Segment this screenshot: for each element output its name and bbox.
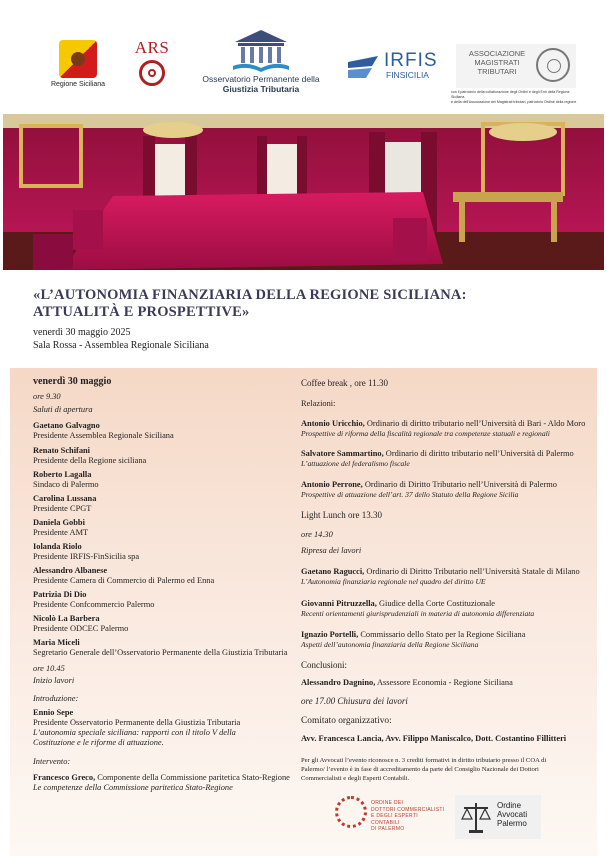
irfis-label: IRFIS — [384, 50, 438, 71]
time-start: ore 10.45 — [33, 664, 65, 673]
speaker-role: Presidente IRFIS-FinSicilia spa — [33, 552, 140, 561]
odcec-ring-icon — [335, 796, 367, 828]
amt-logo — [456, 44, 576, 88]
program-panel — [10, 368, 597, 856]
speaker-name: Iolanda Riolo — [33, 542, 82, 551]
report-topic: Aspetti dell’autonomia finanziaria della Regione Siciliana — [301, 640, 479, 649]
close-label: Chiusura dei lavori — [337, 696, 408, 706]
speaker-name: Carolina Lussana — [33, 494, 97, 503]
report-speaker — [301, 419, 585, 429]
report-speaker — [301, 567, 580, 577]
event-title — [33, 287, 573, 321]
speaker-name: Maria Miceli — [33, 638, 80, 647]
report-role: Ordinario di diritto tributario nell’Università di Palermo — [385, 449, 574, 458]
day-heading: venerdì 30 maggio — [33, 376, 112, 387]
conclusions-label: Conclusioni: — [301, 660, 348, 670]
speaker-role: Sindaco di Palermo — [33, 480, 99, 489]
report-topic: L’Autonomia finanziaria regionale nel quadro del diritto UE — [301, 577, 486, 586]
speaker-name: Daniela Gobbi — [33, 518, 85, 527]
intervention-topic: Le competenze della Commissione paritetica Stato-Regione — [33, 783, 233, 792]
trinacria-icon — [59, 40, 97, 78]
patronage-note — [451, 90, 581, 105]
event-title-line-1: «L’AUTONOMIA FINANZIARIA DELLA REGIONE SICILIANA: — [33, 287, 467, 303]
closing-line — [301, 696, 408, 706]
temple-book-icon — [229, 28, 293, 74]
intro-role: Presidente Osservatorio Permanente della Giustizia Tributaria — [33, 718, 241, 727]
report-name: Antonio Perrone, — [301, 480, 363, 489]
report-speaker — [301, 630, 525, 640]
opening-label: Saluti di apertura — [33, 405, 93, 414]
report-speaker — [301, 480, 557, 490]
event-venue: Sala Rossa - Assemblea Regionale Siciliana — [33, 340, 209, 351]
amt-seal-icon — [536, 48, 570, 82]
report-topic: Prospettive di attuazione dell’art. 37 dello Statuto della Regione Sicilia — [301, 490, 519, 499]
ars-logo — [132, 38, 172, 86]
irfis-logo — [346, 50, 438, 84]
report-role: Giudice della Corte Costituzionale — [378, 599, 495, 608]
speaker-role: Presidente AMT — [33, 528, 89, 537]
ordine-avvocati-label-2: Avvocati — [497, 810, 528, 819]
speaker-name: Alessandro Albanese — [33, 566, 108, 575]
start-label: Inizio lavori — [33, 676, 75, 685]
regione-siciliana-label: Regione Siciliana — [50, 81, 106, 88]
amt-label-2: MAGISTRATI — [474, 58, 520, 67]
speaker-role: Presidente CPGT — [33, 504, 92, 513]
report-topic: L’attuazione del federalismo fiscale — [301, 459, 410, 468]
speaker-role: Presidente della Regione siciliana — [33, 456, 147, 465]
osservatorio-label-1: Osservatorio Permanente della — [202, 74, 320, 84]
credits-2: Palermo/ l’evento è in fase di accreditamento da parte del Consiglio Nazionale dei Dottori — [301, 766, 539, 773]
speaker-name: Patrizia Di Dio — [33, 590, 87, 599]
scales-of-justice-icon — [459, 799, 493, 835]
intervention-role: Componente della Commissione paritetica Stato-Regione — [97, 773, 290, 782]
speaker-name: Gaetano Galvagno — [33, 421, 100, 430]
credits-3: Commercialisti e degli Esperti Contabili. — [301, 775, 410, 782]
amt-label-1: ASSOCIAZIONE — [468, 49, 526, 58]
speaker-role: Presidente ODCEC Palermo — [33, 624, 129, 633]
intervention-speaker — [33, 773, 290, 783]
committee-names: Avv. Francesca Lancia, Avv. Filippo Maniscalco, Dott. Costantino Fillitteri — [301, 734, 567, 743]
regione-siciliana-logo — [48, 40, 108, 88]
report-name: Giovanni Pitruzzella, — [301, 599, 377, 608]
report-role: Ordinario di Diritto Tributario nell’Università di Palermo — [364, 480, 557, 489]
odcec-label-4: DI PALERMO — [371, 826, 405, 832]
ordine-avvocati-label-1: Ordine — [497, 801, 522, 810]
report-role: Ordinario di diritto tributario nell’Università di Bari - Aldo Moro — [366, 419, 586, 428]
report-speaker — [301, 599, 495, 609]
event-title-line-2: ATTUALITÀ E PROSPETTIVE» — [33, 304, 250, 320]
patronage-note-2: e della dell'Associazione dei Magistrati tributari, patrocinio Ordine della regione — [451, 100, 577, 104]
speaker-name: Nicolò La Barbera — [33, 614, 100, 623]
conclusions-speaker — [301, 678, 513, 688]
resume-label: Ripresa dei lavori — [301, 546, 362, 555]
odcec-label-3: E DEGLI ESPERTI CONTABILI — [371, 813, 418, 826]
time-resume: ore 14.30 — [301, 530, 333, 539]
speaker-role: Presidente Confcommercio Palermo — [33, 600, 155, 609]
committee-label: Comitato organizzativo: — [301, 716, 392, 726]
conclusions-role: Assessore Economia - Regione Siciliana — [376, 678, 513, 687]
report-topic: Prospettive di riforma della fiscalità regionale tra competenze statuali e regionali — [301, 429, 550, 438]
room-illustration — [3, 114, 604, 270]
odcec-label-1: ORDINE DEI — [371, 800, 404, 806]
coffee-break: Coffee break , ore 11.30 — [301, 378, 388, 388]
report-role: Ordinario di Diritto Tributario nell’Università Statale di Milano — [366, 567, 580, 576]
intervention-label: Intervento: — [33, 757, 71, 766]
ars-spiral-icon — [139, 60, 165, 86]
report-role: Commissario dello Stato per la Regione Siciliana — [360, 630, 526, 639]
light-lunch: Light Lunch ore 13.30 — [301, 510, 382, 520]
speaker-role: Presidente Camera di Commercio di Palermo ed Enna — [33, 576, 215, 585]
ars-label: ARS — [134, 38, 170, 57]
credits-1: Per gli Avvocati l’evento riconosce n. 3 crediti formativi in diritto tributario presso il COA di — [301, 757, 547, 764]
event-date: venerdì 30 maggio 2025 — [33, 327, 131, 338]
ordine-avvocati-label — [497, 801, 527, 828]
intro-topic-1: L’autonomia speciale siciliana: rapporti con il titolo V della — [33, 728, 236, 737]
relazioni-label: Relazioni: — [301, 399, 336, 408]
amt-label — [464, 49, 530, 76]
ordine-avvocati-logo — [455, 795, 541, 839]
osservatorio-label-2: Giustizia Tributaria — [222, 84, 300, 94]
speaker-name: Roberto Lagalla — [33, 470, 92, 479]
speaker-role: Presidente Assemblea Regionale Siciliana — [33, 431, 174, 440]
conclusions-name: Alessandro Dagnino, — [301, 678, 376, 687]
odcec-logo — [335, 794, 445, 834]
report-name: Antonio Uricchio, — [301, 419, 365, 428]
ordine-avvocati-label-3: Palermo — [497, 819, 527, 828]
odcec-label — [371, 800, 445, 833]
report-name: Ignazio Portelli, — [301, 630, 359, 639]
patronage-note-1: con il patrocinio della collaborazione degli Ordini e degli Enti della Regione Siciliana — [451, 90, 570, 99]
header-logos — [0, 0, 607, 112]
osservatorio-logo — [196, 28, 326, 94]
irfis-sub-label: FINSICILIA — [386, 70, 429, 80]
report-name: Salvatore Sammartino, — [301, 449, 384, 458]
amt-label-3: TRIBUTARI — [477, 67, 517, 76]
intro-label: Introduzione: — [33, 694, 79, 703]
report-topic: Recenti orientamenti giurisprudenziali in materia di autonomia differenziata — [301, 609, 535, 618]
speaker-role: Segretario Generale dell’Osservatorio Permanente della Giustizia Tributaria — [33, 648, 288, 657]
report-name: Gaetano Ragucci, — [301, 567, 365, 576]
time-opening: ore 9.30 — [33, 392, 61, 401]
odcec-label-2: DOTTORI COMMERCIALISTI — [371, 806, 445, 813]
speaker-name: Renato Schifani — [33, 446, 91, 455]
irfis-wave-icon — [346, 52, 382, 82]
intro-topic-2: Costituzione e le riforme di attuazione. — [33, 738, 164, 747]
sala-rossa-photo — [3, 114, 604, 270]
intro-name: Ennio Sepe — [33, 708, 74, 717]
intervention-name: Francesco Greco, — [33, 773, 96, 782]
time-close: ore 17.00 — [301, 696, 336, 706]
report-speaker — [301, 449, 574, 459]
